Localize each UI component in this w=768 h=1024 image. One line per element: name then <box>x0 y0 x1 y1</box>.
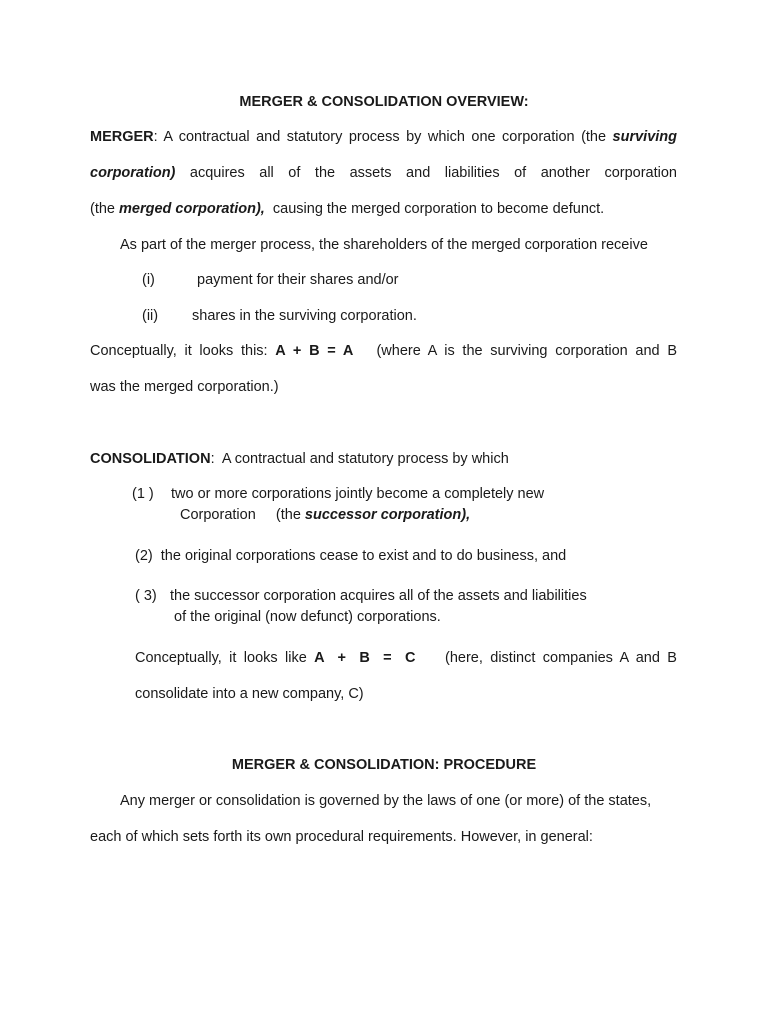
merger-item-1-text: payment for their shares and/or <box>197 272 399 288</box>
consolidation-item-1-line-2: Corporation (the successor corporation), <box>180 507 471 523</box>
consolidation-concept-line-2: consolidate into a new company, C) <box>135 686 364 702</box>
consolidation-item-3-num: ( 3) <box>135 588 157 604</box>
merger-concept-line: Conceptually, it looks this: A + B = A (where A is the surviving corporation and B <box>90 343 677 359</box>
consolidation-intro: CONSOLIDATION: A contractual and statutory process by which <box>90 451 509 467</box>
consolidation-item-3-line-2: of the original (now defunct) corporations. <box>174 609 441 625</box>
consolidation-term: CONSOLIDATION <box>90 451 211 467</box>
merger-line-4: As part of the merger process, the shareholders of the merged corporation receive <box>120 237 648 253</box>
consolidation-item-1-text: two or more corporations jointly become a completely new <box>171 486 545 502</box>
merger-term: MERGER <box>90 129 154 145</box>
merger-line-2: corporation) acquires all of the assets and liabilities of another corporation <box>90 165 677 181</box>
consolidation-formula: A + B = C <box>314 650 416 666</box>
consolidation-concept-line: Conceptually, it looks like A + B = C (here, distinct companies A and B <box>135 650 677 666</box>
procedure-line-2: each of which sets forth its own procedural requirements. However, in general: <box>90 829 593 845</box>
merger-item-1-num: (i) <box>142 272 155 288</box>
consolidation-item-2: (2) the original corporations cease to exist and to do business, and <box>135 548 567 564</box>
merger-item-2-text: shares in the surviving corporation. <box>192 308 417 324</box>
consolidation-item-1-num: (1 ) <box>132 486 154 502</box>
consolidation-item-3-text: the successor corporation acquires all of the assets and liabilities <box>170 588 587 604</box>
heading-procedure: MERGER & CONSOLIDATION: PROCEDURE <box>231 757 537 773</box>
merger-item-2-num: (ii) <box>142 308 159 324</box>
heading-overview: MERGER & CONSOLIDATION OVERVIEW: <box>239 94 529 110</box>
merger-line-3: (the merged corporation), causing the merged corporation to become defunct. <box>90 201 605 217</box>
procedure-line-1: Any merger or consolidation is governed by the laws of one (or more) of the states, <box>120 793 652 809</box>
merger-concept-line-2: was the merged corporation.) <box>90 379 279 395</box>
merger-line-1: MERGER: A contractual and statutory process by which one corporation (the surviving <box>90 129 677 145</box>
merger-formula: A + B = A <box>275 343 354 359</box>
